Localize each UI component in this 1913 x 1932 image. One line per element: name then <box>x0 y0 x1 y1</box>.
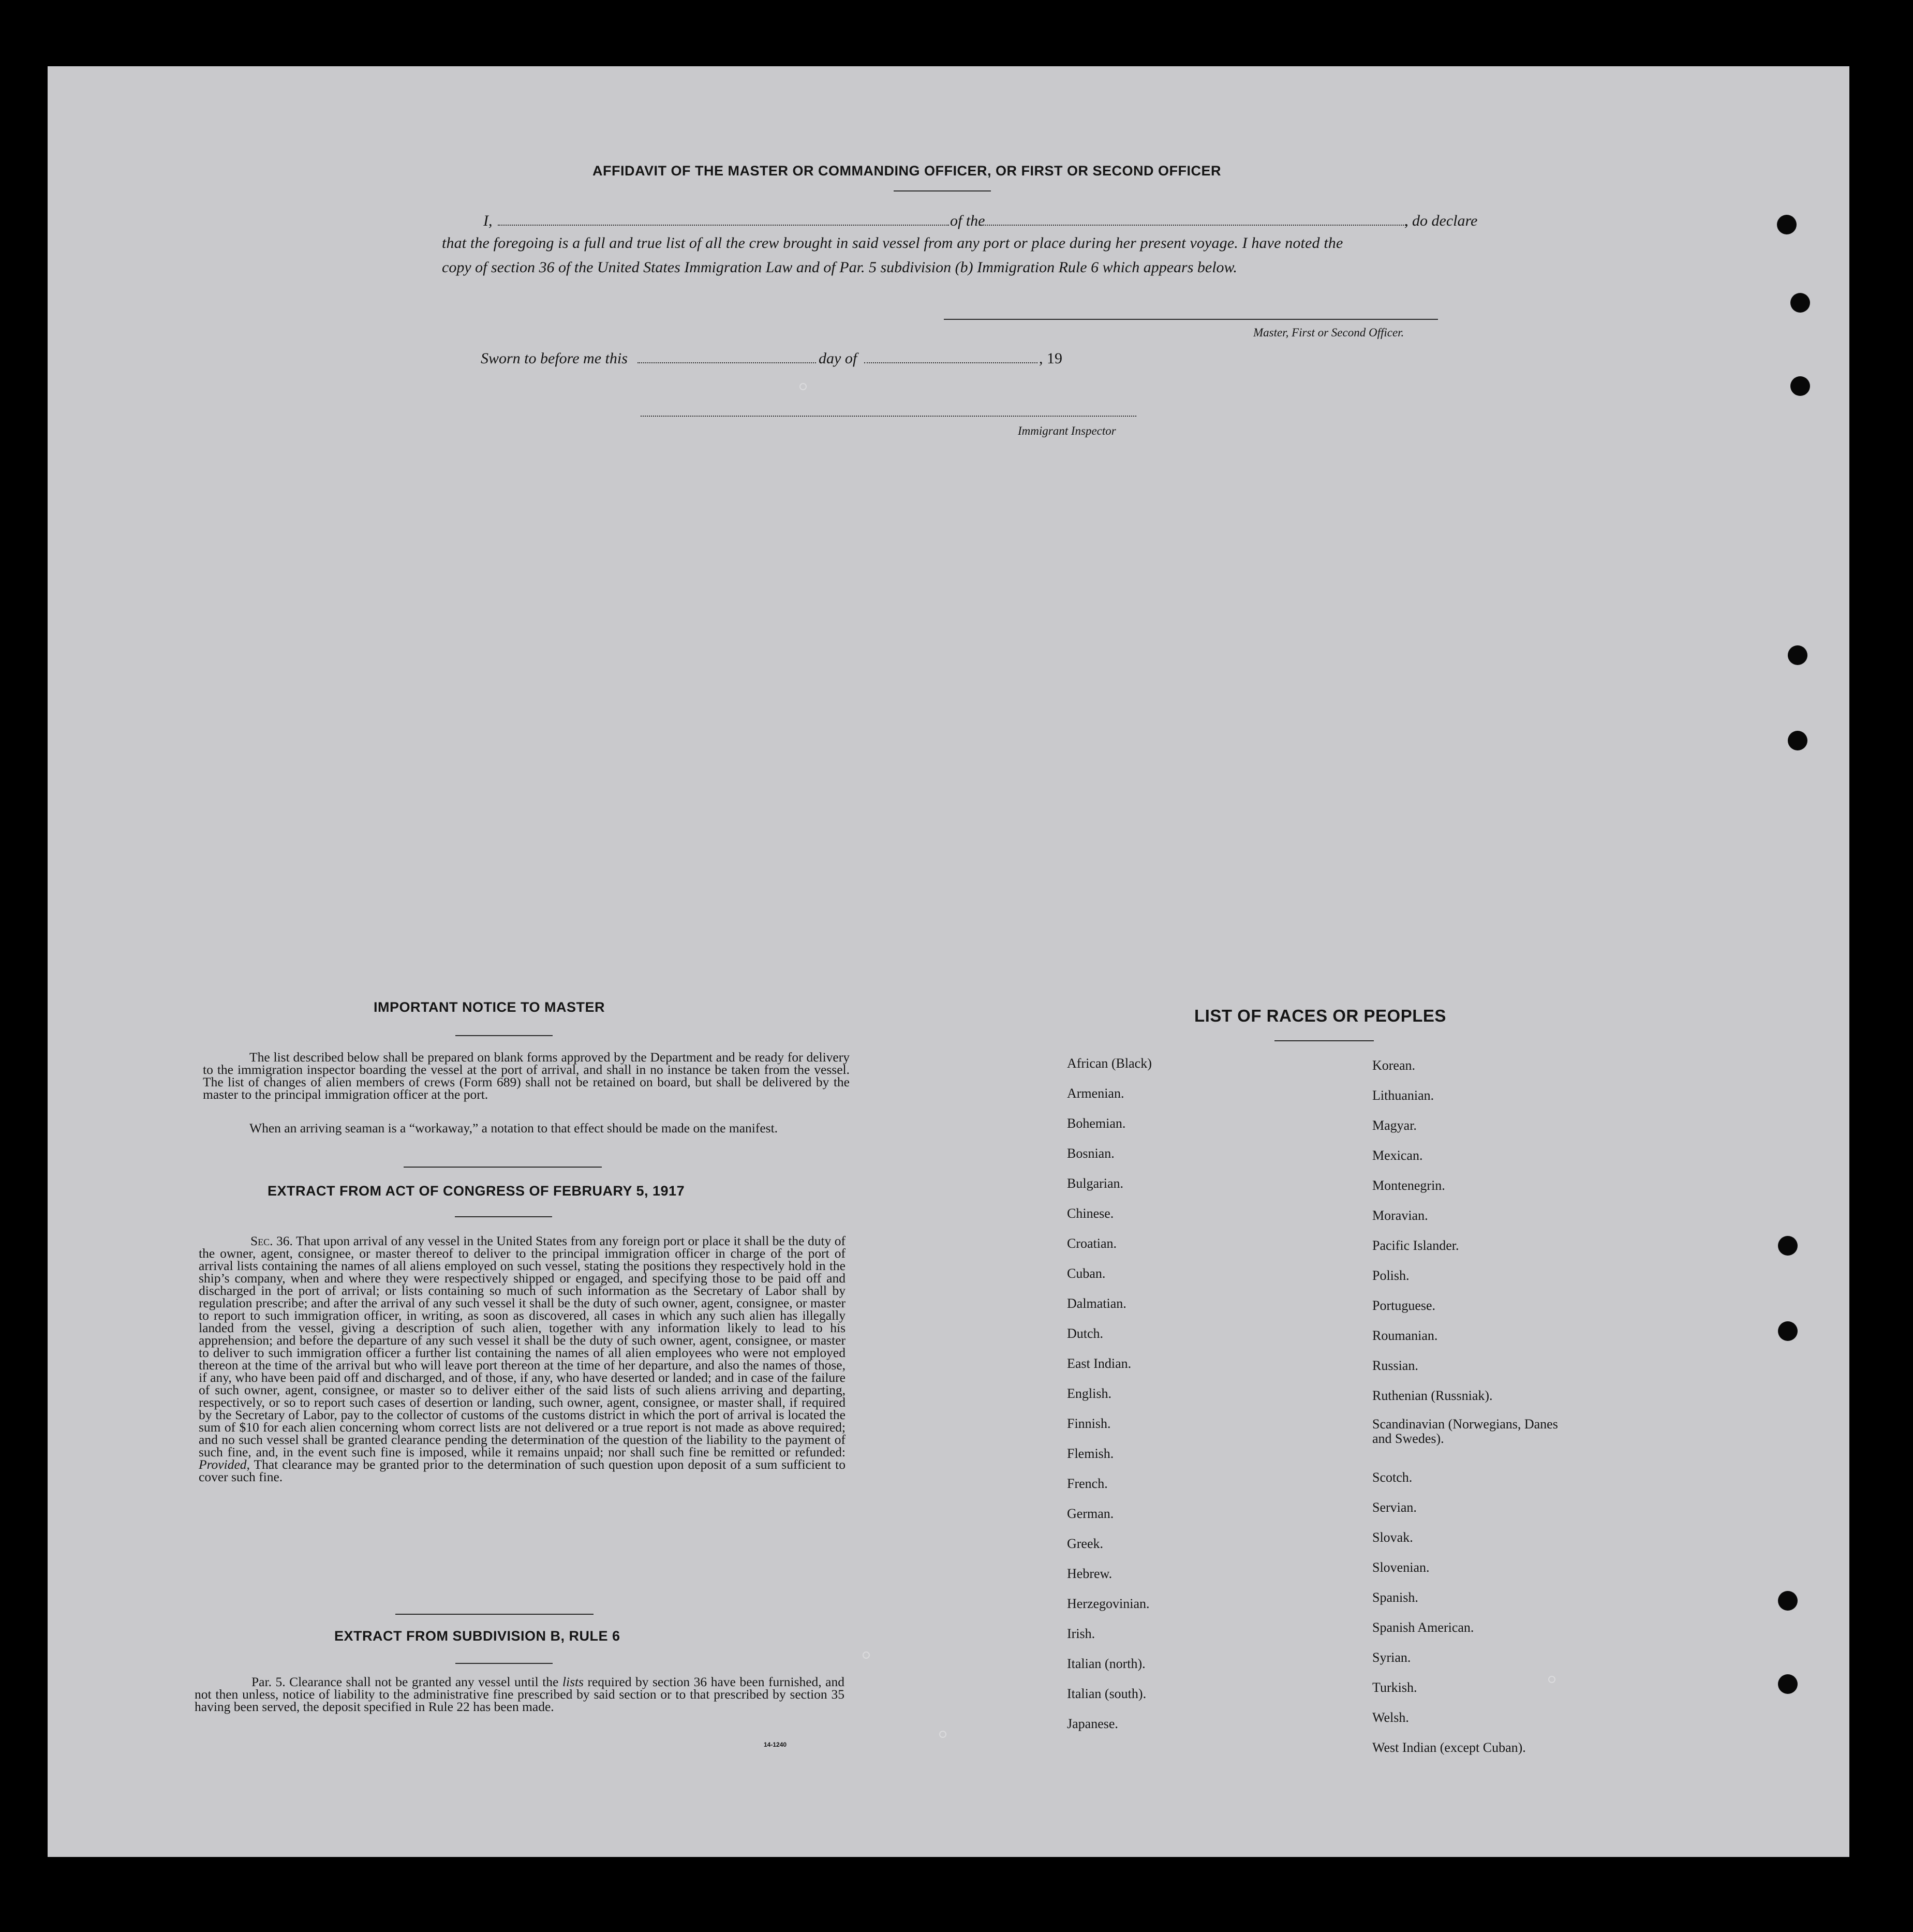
race-item: English. <box>1067 1386 1111 1401</box>
punch-hole <box>1778 1674 1798 1694</box>
race-item: African (Black) <box>1067 1056 1152 1071</box>
race-item: German. <box>1067 1506 1114 1521</box>
lists-word: lists <box>562 1674 584 1689</box>
race-item: Russian. <box>1372 1358 1418 1373</box>
par-5-body: Par. 5. Clearance shall not be granted any vessel until the <box>251 1674 562 1689</box>
section-36-text <box>199 1235 846 1483</box>
race-item: Portuguese. <box>1372 1298 1436 1313</box>
race-item: Flemish. <box>1067 1446 1114 1461</box>
section-36-body-end: That clearance may be granted prior to the determination of such question upon deposit of a sum sufficient to cover such fine. <box>199 1457 846 1484</box>
race-item: Slovak. <box>1372 1530 1413 1545</box>
race-item: Mexican. <box>1372 1148 1423 1163</box>
race-item: Syrian. <box>1372 1650 1411 1665</box>
notice-rule <box>455 1035 553 1036</box>
race-item: Korean. <box>1372 1058 1416 1073</box>
race-item: Armenian. <box>1067 1086 1124 1101</box>
punch-hole <box>1778 1236 1798 1256</box>
section-36-body: That upon arrival of any vessel in the United States from any foreign port or place it shall be the duty of the owner, agent, consignee, or master thereof to deliver to the principal immigration officer in charge of the port of arrival lists containing the names of all aliens employed on such vessel, stating the positions they respectively hold in the ship’s company, when and where they were respectively shipped or engaged, and specifying those to be paid off and discharged in the port of arrival; or lists containing so much of such information as the Secretary of Labor shall by regulation prescribe; and after the arrival of any such vessel it shall be the duty of such owner, agent, consignee, or master to report to such immigration officer, in writing, as soon as discovered, all cases in which any such alien has illegally landed from the vessel, giving a description of such alien, together with any information likely to lead to his apprehension; and before the departure of any such vessel it shall be the duty of such owner, agent, consignee, or master to deliver to such immigration officer a further list containing the names of all alien employees who were not employed thereon at the time of the arrival but who will leave port thereon at the time of her departure, and also the names of those, if any, who have been paid off and discharged, and of those, if any, who have deserted or landed; and in case of the failure of such owner, agent, consignee, or master so to deliver either of the said lists of such aliens arriving and departing, respectively, or so to report such cases of desertion or landing, such owner, agent, consignee, or master shall, if required by the Secretary of Labor, pay to the collector of customs of the customs district in which the port of arrival is located the sum of $10 for each alien concerning whom correct lists are not delivered or a true report is not made as above required; and no such vessel shall be granted clearance pending the determination of the question of the liability to the payment of such fine, and, in the event such fine is imposed, while it remains unpaid; nor shall such fine be remitted or refunded: <box>199 1233 846 1459</box>
form-number: 14-1240 <box>764 1741 787 1748</box>
race-item: West Indian (except Cuban). <box>1372 1740 1526 1755</box>
race-item: Montenegrin. <box>1372 1178 1445 1193</box>
rule-extract-rule <box>455 1663 553 1664</box>
race-item: Greek. <box>1067 1536 1104 1551</box>
scan-speck <box>1548 1676 1555 1683</box>
punch-hole <box>1790 293 1810 313</box>
inspector-caption: Immigrant Inspector <box>1018 424 1116 437</box>
par-5-text <box>195 1676 844 1713</box>
title-rule <box>894 190 991 191</box>
punch-hole <box>1777 215 1797 234</box>
race-item: Dalmatian. <box>1067 1296 1126 1311</box>
races-rule <box>1274 1040 1374 1041</box>
section-divider-1 <box>404 1167 602 1168</box>
day-of-text: day of <box>819 350 857 367</box>
sworn-month-blank[interactable] <box>864 362 1037 363</box>
race-item: Spanish. <box>1372 1590 1418 1605</box>
race-item: Polish. <box>1372 1268 1410 1283</box>
punch-hole <box>1790 376 1810 396</box>
race-item: Bosnian. <box>1067 1146 1115 1161</box>
inspector-signature-line[interactable] <box>641 416 1136 417</box>
provided-word: Provided, <box>199 1457 250 1472</box>
affidavit-of-the: of the <box>950 212 985 229</box>
race-item: Irish. <box>1067 1626 1095 1641</box>
race-item: Italian (south). <box>1067 1686 1147 1701</box>
race-item: Servian. <box>1372 1500 1417 1515</box>
race-item: Scandinavian (Norwegians, Danes and Swedes). <box>1372 1417 1558 1446</box>
race-item: Moravian. <box>1372 1208 1428 1223</box>
notice-title: IMPORTANT NOTICE TO MASTER <box>374 999 605 1015</box>
race-item: Welsh. <box>1372 1710 1409 1725</box>
par-5-body-end: required by section 36 have been furnished, and not then unless, notice of liability to the administrative fine prescribed by said section or to that prescribed by section 35 having been served, the deposit specified in Rule 22 has been made. <box>195 1674 844 1714</box>
race-item: Slovenian. <box>1372 1560 1430 1575</box>
race-item: East Indian. <box>1067 1356 1132 1371</box>
vessel-blank-line[interactable] <box>979 225 1407 226</box>
scan-speck <box>799 383 807 390</box>
scan-speck <box>939 1731 946 1738</box>
race-item: Spanish American. <box>1372 1620 1474 1635</box>
race-item: Chinese. <box>1067 1206 1114 1221</box>
races-title: LIST OF RACES OR PEOPLES <box>1194 1006 1446 1025</box>
race-item: Pacific Islander. <box>1372 1238 1459 1253</box>
master-signature-line[interactable] <box>944 319 1438 320</box>
race-item: Magyar. <box>1372 1118 1417 1133</box>
race-item: Dutch. <box>1067 1326 1104 1341</box>
section-36-label: Sec. 36. <box>250 1233 293 1248</box>
race-item: Lithuanian. <box>1372 1088 1434 1103</box>
affidavit-title: AFFIDAVIT OF THE MASTER OR COMMANDING OFFICER, OR FIRST OR SECOND OFFICER <box>592 163 1221 179</box>
affidavit-i: I, <box>483 212 493 229</box>
affidavit-line-3: copy of section 36 of the United States Immigration Law and of Par. 5 subdivision (b) Immigration Rule 6 which appears below. <box>442 259 1237 276</box>
race-item: Turkish. <box>1372 1680 1417 1695</box>
punch-hole <box>1778 1321 1798 1341</box>
form-sheet <box>48 66 1849 1857</box>
rule-extract-title: EXTRACT FROM SUBDIVISION B, RULE 6 <box>334 1628 620 1644</box>
race-item: Scotch. <box>1372 1470 1413 1485</box>
affidavit-declare: , do declare <box>1404 212 1478 229</box>
scan-speck <box>863 1651 870 1659</box>
race-item: French. <box>1067 1476 1108 1491</box>
punch-hole <box>1778 1591 1798 1611</box>
affidavit-line-2: that the foregoing is a full and true list of all the crew brought in said vessel from any port or place during her present voyage. I have noted the <box>442 234 1343 252</box>
race-item: Hebrew. <box>1067 1566 1113 1581</box>
punch-hole <box>1788 731 1807 750</box>
race-item: Bulgarian. <box>1067 1176 1124 1191</box>
name-blank-line[interactable] <box>498 225 949 226</box>
race-item: Italian (north). <box>1067 1656 1146 1671</box>
sworn-year: , 19 <box>1039 350 1062 367</box>
races-list-right <box>1372 1051 1559 1763</box>
race-item: Cuban. <box>1067 1266 1106 1281</box>
race-item: Croatian. <box>1067 1236 1117 1251</box>
master-signature-caption: Master, First or Second Officer. <box>1253 326 1404 339</box>
notice-paragraph-1: The list described below shall be prepared on blank forms approved by the Department and be ready for delivery to the immigration inspector boarding the vessel at the port of arrival, and shall in no instance be taken from the vessel. The list of changes of alien members of crews (Form 689) shall not be retained on board, but shall be delivered by the master to the principal immigration officer at the port. <box>203 1050 850 1102</box>
races-list-left <box>1067 1049 1152 1739</box>
race-item: Japanese. <box>1067 1716 1118 1731</box>
race-item: Ruthenian (Russniak). <box>1372 1388 1493 1403</box>
sworn-day-blank[interactable] <box>637 362 816 363</box>
race-item: Roumanian. <box>1372 1328 1438 1343</box>
race-item: Bohemian. <box>1067 1116 1126 1131</box>
act-extract-title: EXTRACT FROM ACT OF CONGRESS OF FEBRUARY 5, 1917 <box>268 1183 685 1199</box>
sworn-text: Sworn to before me this <box>481 350 628 367</box>
section-divider-2 <box>395 1614 594 1615</box>
notice-paragraph-2: When an arriving seaman is a “workaway,” a notation to that effect should be made on the manifest. <box>249 1120 778 1135</box>
punch-hole <box>1788 645 1807 665</box>
race-item: Herzegovinian. <box>1067 1596 1150 1611</box>
race-item: Finnish. <box>1067 1416 1111 1431</box>
act-extract-rule <box>455 1216 552 1217</box>
